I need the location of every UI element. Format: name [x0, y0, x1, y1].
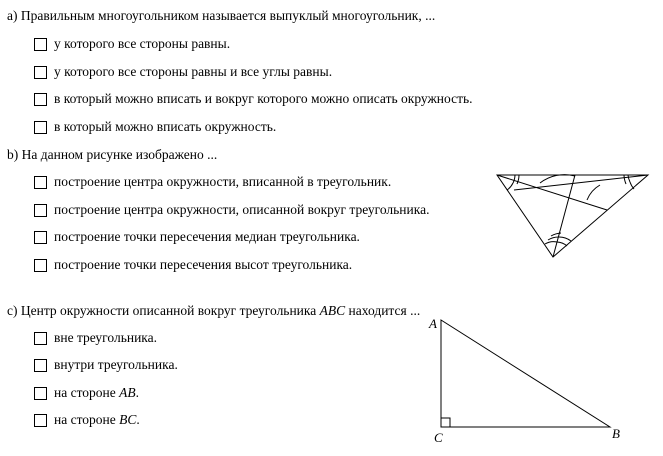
vertex-label-c: C [434, 430, 443, 445]
segment-name: AB [119, 385, 136, 400]
option-label: построение центра окружности, вписанной в треугольник. [54, 174, 392, 189]
option-punct: . [135, 385, 140, 400]
option-label: построение центра окружности, описанной вокруг треугольника. [54, 202, 430, 217]
option-text: на стороне [54, 385, 120, 400]
question-b-prompt: b) На данном рисунке изображено ... [7, 147, 218, 162]
option-text: на стороне [54, 412, 120, 427]
option-label: в который можно вписать окружность. [54, 119, 277, 134]
option-label: у которого все стороны равны и все углы равны. [54, 64, 333, 79]
right-triangle-outline [441, 320, 610, 427]
prompt-text-end: находится ... [345, 303, 421, 318]
prompt-triangle-name: ABC [319, 303, 346, 318]
prompt-text-start: c) Центр окружности описанной вокруг треугольника [7, 303, 320, 318]
question-a-prompt: a) Правильным многоугольником называется выпуклый многоугольник, ... [7, 8, 436, 23]
option-label: построение точки пересечения медиан треугольника. [54, 229, 360, 244]
option-punct: . [136, 412, 140, 427]
option-label: внутри треугольника. [54, 357, 178, 372]
vertex-label-b: B [612, 426, 620, 441]
option-label: построение точки пересечения высот треугольника. [54, 257, 353, 272]
option-label: вне треугольника. [54, 330, 158, 345]
option-label: в который можно вписать и вокруг которого можно описать окружность. [54, 91, 473, 106]
option-label: у которого все стороны равны. [54, 36, 231, 51]
vertex-label-a: A [429, 316, 437, 331]
right-angle-marker [441, 418, 450, 427]
segment-name: BC [119, 412, 137, 427]
